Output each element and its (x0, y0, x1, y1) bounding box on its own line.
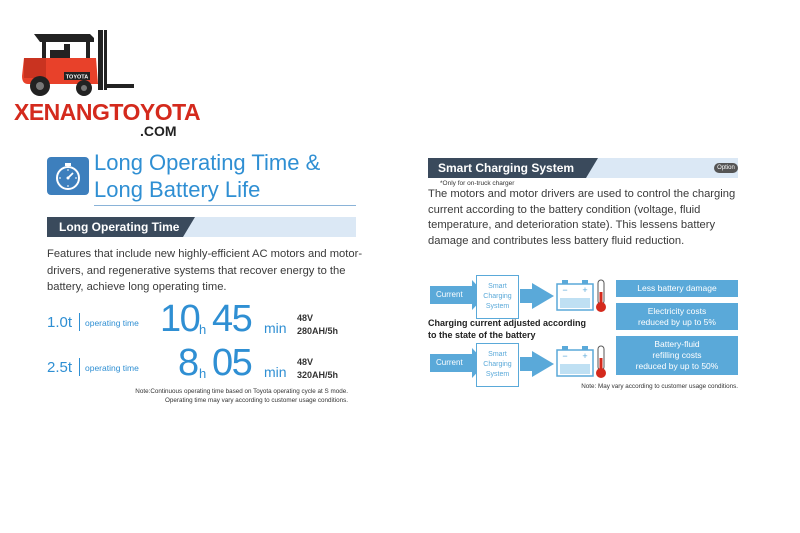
benefit-line: reduced by up to 50% (635, 361, 719, 371)
page-title-line2: Long Battery Life (94, 177, 261, 202)
smart-charging-system-box (476, 343, 519, 387)
right-description: The motors and motor drivers are used to control the charging current according to the battery condition (voltage, fluid temperature, and deterioration state). This lessens battery damage and contributes less battery fluid reduction. (428, 188, 736, 247)
hours-unit: h (199, 366, 207, 381)
benefit-line: Electricity costs (647, 305, 707, 316)
battery-minus: − (562, 285, 568, 295)
page-title-line1: Long Operating Time & (94, 150, 321, 175)
battery-capacity-value: 280AH/5h (297, 326, 339, 336)
operating-time-label: operating time (85, 318, 139, 328)
benefit-line: Battery-fluid (654, 339, 700, 349)
battery-plus: + (582, 285, 588, 295)
page-title (94, 149, 374, 203)
battery-capacity-value: 320AH/5h (297, 370, 339, 380)
left-description: Features that include new highly-efficient AC motors and motor-drivers, and regenerative systems that recover energy to the battery, achieve long operating time. (47, 248, 363, 293)
section-tag-notch (183, 217, 195, 237)
battery-spec (297, 356, 338, 382)
battery-thermometer-icon (556, 278, 608, 314)
flow-arrow-head-icon (532, 351, 554, 377)
section-tag-long-operating-time: Long Operating Time (47, 217, 183, 237)
section-tag-smart-charging: Smart Charging System (428, 158, 586, 178)
capacity-label: 2.5t (47, 359, 73, 376)
section-tag-notch (586, 158, 598, 178)
operating-time-label: operating time (85, 363, 139, 373)
title-divider (94, 205, 356, 206)
charging-note: Note: May vary according to customer usage conditions. (581, 383, 738, 390)
minutes-value: 45 (212, 298, 252, 340)
minutes-value: 05 (212, 342, 252, 384)
row-divider (79, 313, 80, 331)
logo-domain-text: .COM (140, 123, 177, 139)
box-line3: System (485, 303, 510, 310)
benefit-less-battery-damage (616, 280, 738, 297)
minutes-unit: min (264, 364, 287, 380)
hours-unit: h (199, 322, 207, 337)
box-line2: Charging (483, 293, 512, 300)
operating-time-note (60, 387, 348, 405)
battery-spec (297, 312, 338, 338)
benefit-fluid-refilling-costs (616, 336, 738, 375)
diagram-caption (428, 318, 618, 341)
hours-value: 10 (160, 298, 200, 340)
option-badge: Option (714, 163, 738, 173)
forklift-logo-icon (20, 28, 138, 98)
stopwatch-icon (47, 157, 89, 195)
battery-minus: − (562, 351, 568, 361)
box-line3: System (485, 371, 510, 378)
logo-brand-text: XENANGTOYOTA (14, 99, 201, 125)
row-divider (79, 358, 80, 376)
forklift-plate-text: TOYOTA (65, 74, 89, 81)
benefit-electricity-costs (616, 303, 738, 330)
flow-arrow-head-icon (532, 283, 554, 309)
battery-plus: + (582, 351, 588, 361)
note-line2: Operating time may vary according to customer usage conditions. (164, 397, 348, 404)
charger-note: *Only for on-truck charger (440, 180, 515, 187)
benefit-line: reduced by up to 5% (638, 316, 716, 327)
current-arrow: Current (430, 286, 472, 304)
caption-line1: Charging current adjusted according (428, 318, 587, 328)
box-line2: Charging (483, 361, 512, 368)
capacity-label: 1.0t (47, 314, 73, 331)
voltage-value: 48V (297, 357, 314, 367)
benefit-line: refilling costs (652, 350, 702, 360)
box-line1: Smart (488, 283, 507, 290)
smart-charging-system-box (476, 275, 519, 319)
hours-value: 8 (178, 342, 198, 384)
note-line1: Note:Continuous operating time based on Toyota operating cycle at S mode. (135, 388, 348, 395)
current-arrow: Current (430, 354, 472, 372)
battery-thermometer-icon (556, 344, 608, 380)
minutes-unit: min (264, 320, 287, 336)
voltage-value: 48V (297, 313, 314, 323)
caption-line2: to the state of the battery (428, 329, 536, 340)
benefit-line: Less battery damage (637, 283, 717, 293)
box-line1: Smart (488, 351, 507, 358)
